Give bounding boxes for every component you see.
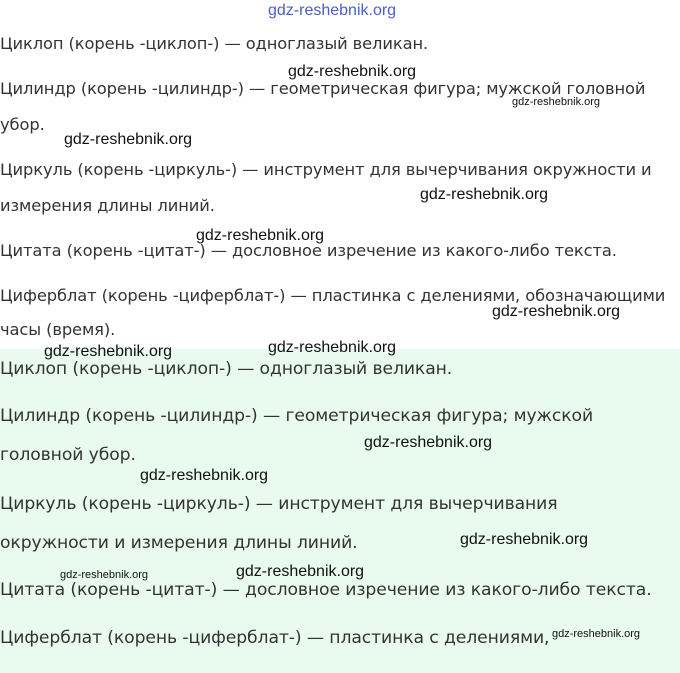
text-line: Циферблат (корень -циферблат-) — пластинка с делениями, обозначающими [0, 286, 666, 305]
watermark: gdz-reshebnik.org [64, 131, 193, 148]
watermark-header: gdz-reshebnik.org [268, 2, 397, 19]
watermark: gdz-reshebnik.org [288, 63, 417, 80]
watermark: gdz-reshebnik.org [236, 563, 365, 580]
text-line: Цилиндр (корень -цилиндр-) — геометрическая фигура; мужской головной [0, 79, 646, 98]
watermark: gdz-reshebnik.org [460, 531, 589, 548]
watermark: gdz-reshebnik.org [420, 186, 549, 203]
text-line: Циклоп (корень -циклоп-) — одноглазый великан. [0, 359, 453, 379]
watermark: gdz-reshebnik.org [268, 339, 397, 356]
watermark: gdz-reshebnik.org [364, 434, 493, 451]
text-line: измерения длины линий. [0, 196, 215, 215]
text-line: Цитата (корень -цитат-) — дословное изречение из какого-либо текста. [0, 241, 617, 260]
text-line: головной убор. [0, 445, 136, 465]
watermark: gdz-reshebnik.org [60, 569, 149, 581]
watermark: gdz-reshebnik.org [140, 467, 269, 484]
text-line: Циркуль (корень -циркуль-) — инструмент для вычерчивания окружности и [0, 160, 652, 179]
watermark: gdz-reshebnik.org [492, 303, 621, 320]
bottom-text-block [0, 349, 680, 673]
watermark: gdz-reshebnik.org [552, 628, 641, 640]
text-line: часы (время). [0, 320, 116, 339]
text-line: убор. [0, 115, 45, 134]
text-line: Циферблат (корень -циферблат-) — пластинка с делениями, [0, 628, 550, 648]
text-line: окружности и измерения длины линий. [0, 533, 358, 553]
watermark: gdz-reshebnik.org [196, 227, 325, 244]
text-line: Циклоп (корень -циклоп-) — одноглазый великан. [0, 34, 429, 53]
text-line: Цитата (корень -цитат-) — дословное изречение из какого-либо текста. [0, 580, 652, 600]
text-line: Циркуль (корень -циркуль-) — инструмент для вычерчивания [0, 494, 558, 514]
watermark: gdz-reshebnik.org [44, 343, 173, 360]
text-line: Цилиндр (корень -цилиндр-) — геометрическая фигура; мужской [0, 406, 594, 426]
watermark: gdz-reshebnik.org [512, 96, 601, 108]
